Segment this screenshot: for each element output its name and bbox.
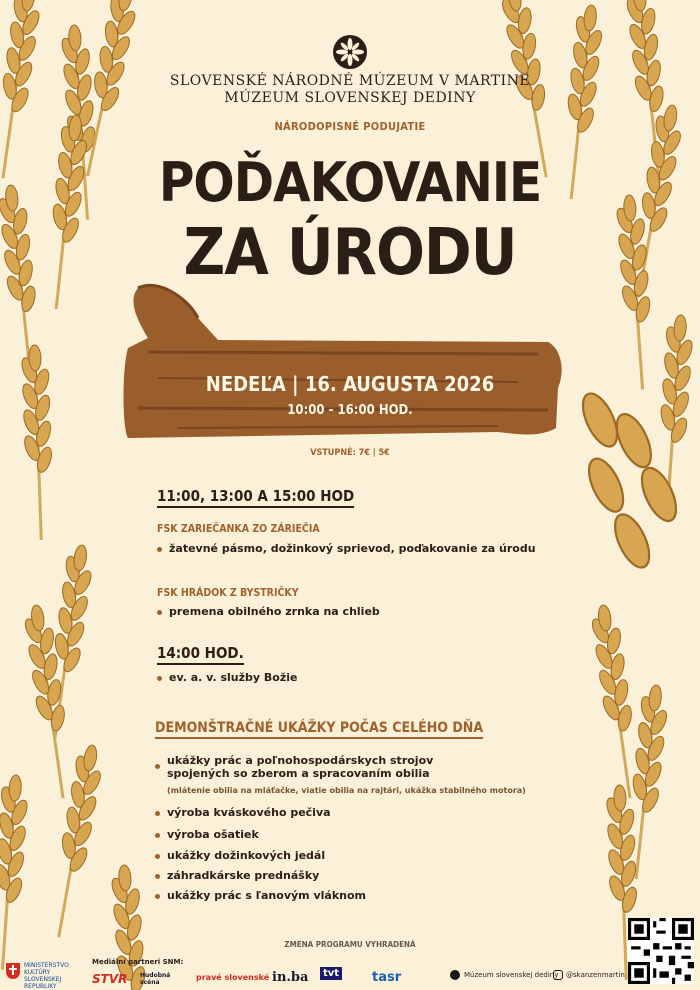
media-partners-label: Mediální partneri SNM: xyxy=(92,958,184,966)
slovak-coat-of-arms-icon xyxy=(6,963,20,979)
bullet-icon xyxy=(157,610,162,615)
qr-code-icon[interactable] xyxy=(628,918,694,984)
bullet-icon xyxy=(157,676,162,681)
event-type: NÁRODOPISNÉ PODUJATIE xyxy=(274,120,426,133)
title-line1: POĎAKOVANIE xyxy=(158,151,542,214)
list-item-text: žatevné pásmo, dožinkový sprievod, poďakovanie za úrodu xyxy=(169,542,536,555)
demo-heading: DEMONŠTRAČNÉ UKÁŽKY POČAS CELÉHO DŇA xyxy=(155,720,483,739)
program-change-note: ZMENA PROGRAMU VYHRADENÁ xyxy=(284,940,416,949)
list-item-text: výroba kváskového pečiva xyxy=(167,806,331,819)
museum-name-line1: SLOVENSKÉ NÁRODNÉ MÚZEUM V MARTINE xyxy=(169,73,531,89)
ministry-logo: MINISTERSTVO KULTÚRY SLOVENSKEJ REPUBLIKY xyxy=(24,962,69,990)
bullet-icon xyxy=(155,764,160,769)
list-item-text: ev. a. v. služby Božie xyxy=(169,671,298,684)
list-item-text: záhradkárske prednášky xyxy=(167,869,320,882)
bullet-icon xyxy=(155,811,160,816)
partner-logo-tasr: tasr xyxy=(372,970,402,985)
list-item xyxy=(155,889,366,902)
event-hours: 10:00 - 16:00 HOD. xyxy=(287,403,413,418)
list-item xyxy=(155,754,433,780)
partners-strip xyxy=(0,955,700,990)
list-item xyxy=(157,605,380,618)
list-item-text-cont: spojených so zberom a spracovaním obilia xyxy=(167,767,430,780)
title-line2: ZA ÚRODU xyxy=(183,216,517,290)
facebook-link[interactable]: Múzeum slovenskej dediny xyxy=(464,971,559,979)
list-item xyxy=(155,828,259,841)
list-item xyxy=(155,849,325,862)
wooden-log-illustration xyxy=(118,278,568,448)
list-item-text: premena obilného zrnka na chlieb xyxy=(169,605,380,618)
museum-logo-icon xyxy=(333,35,367,69)
demo-section xyxy=(155,717,483,739)
list-item xyxy=(157,671,297,684)
event-date: NEDEĽA | 16. AUGUSTA 2026 xyxy=(205,372,495,396)
list-item xyxy=(155,806,331,819)
instagram-link[interactable]: @skanzenmartin xyxy=(566,971,625,979)
facebook-icon[interactable] xyxy=(450,970,460,980)
demo-note: (mlátenie obilia na mláťačke, viatie obilia na rajtári, ukážka stabilného motora) xyxy=(167,786,526,795)
list-item-text: výroba ošatiek xyxy=(167,828,259,841)
bullet-icon xyxy=(155,854,160,859)
instagram-icon[interactable] xyxy=(553,970,563,980)
program-time-2-label: 14:00 HOD. xyxy=(157,644,244,665)
list-item-text: ukážky prác s ľanovým vláknom xyxy=(167,889,366,902)
bullet-icon xyxy=(155,894,160,899)
program-time-2 xyxy=(157,643,244,665)
list-item-text: ukážky dožinkových jedál xyxy=(167,849,326,862)
program-group-2: FSK HRÁDOK Z BYSTRIČKY xyxy=(157,587,299,599)
program-time-1 xyxy=(157,486,354,508)
program-group-1: FSK ZARIEČANKA ZO ZÁRIEČIA xyxy=(157,523,320,535)
list-item-text: ukážky prác a poľnohospodárskych strojov xyxy=(167,754,434,767)
partner-logo-inba: in.ba xyxy=(272,970,309,985)
bullet-icon xyxy=(155,874,160,879)
partner-logo-hudobna: Hudobná scéna xyxy=(140,972,171,986)
partner-logo-prave: pravé slovenské xyxy=(196,973,270,982)
admission-price: VSTUPNÉ: 7€ | 5€ xyxy=(310,448,390,458)
bullet-icon xyxy=(157,547,162,552)
museum-name-line2: MÚZEUM SLOVENSKEJ DEDINY xyxy=(224,90,476,106)
list-item xyxy=(157,542,536,555)
partner-logo-tvt: tvt xyxy=(320,967,342,980)
list-item xyxy=(155,869,319,882)
bullet-icon xyxy=(155,833,160,838)
partner-logo-stvr: STVR xyxy=(92,972,128,986)
program-time-1-label: 11:00, 13:00 A 15:00 HOD xyxy=(157,487,354,508)
